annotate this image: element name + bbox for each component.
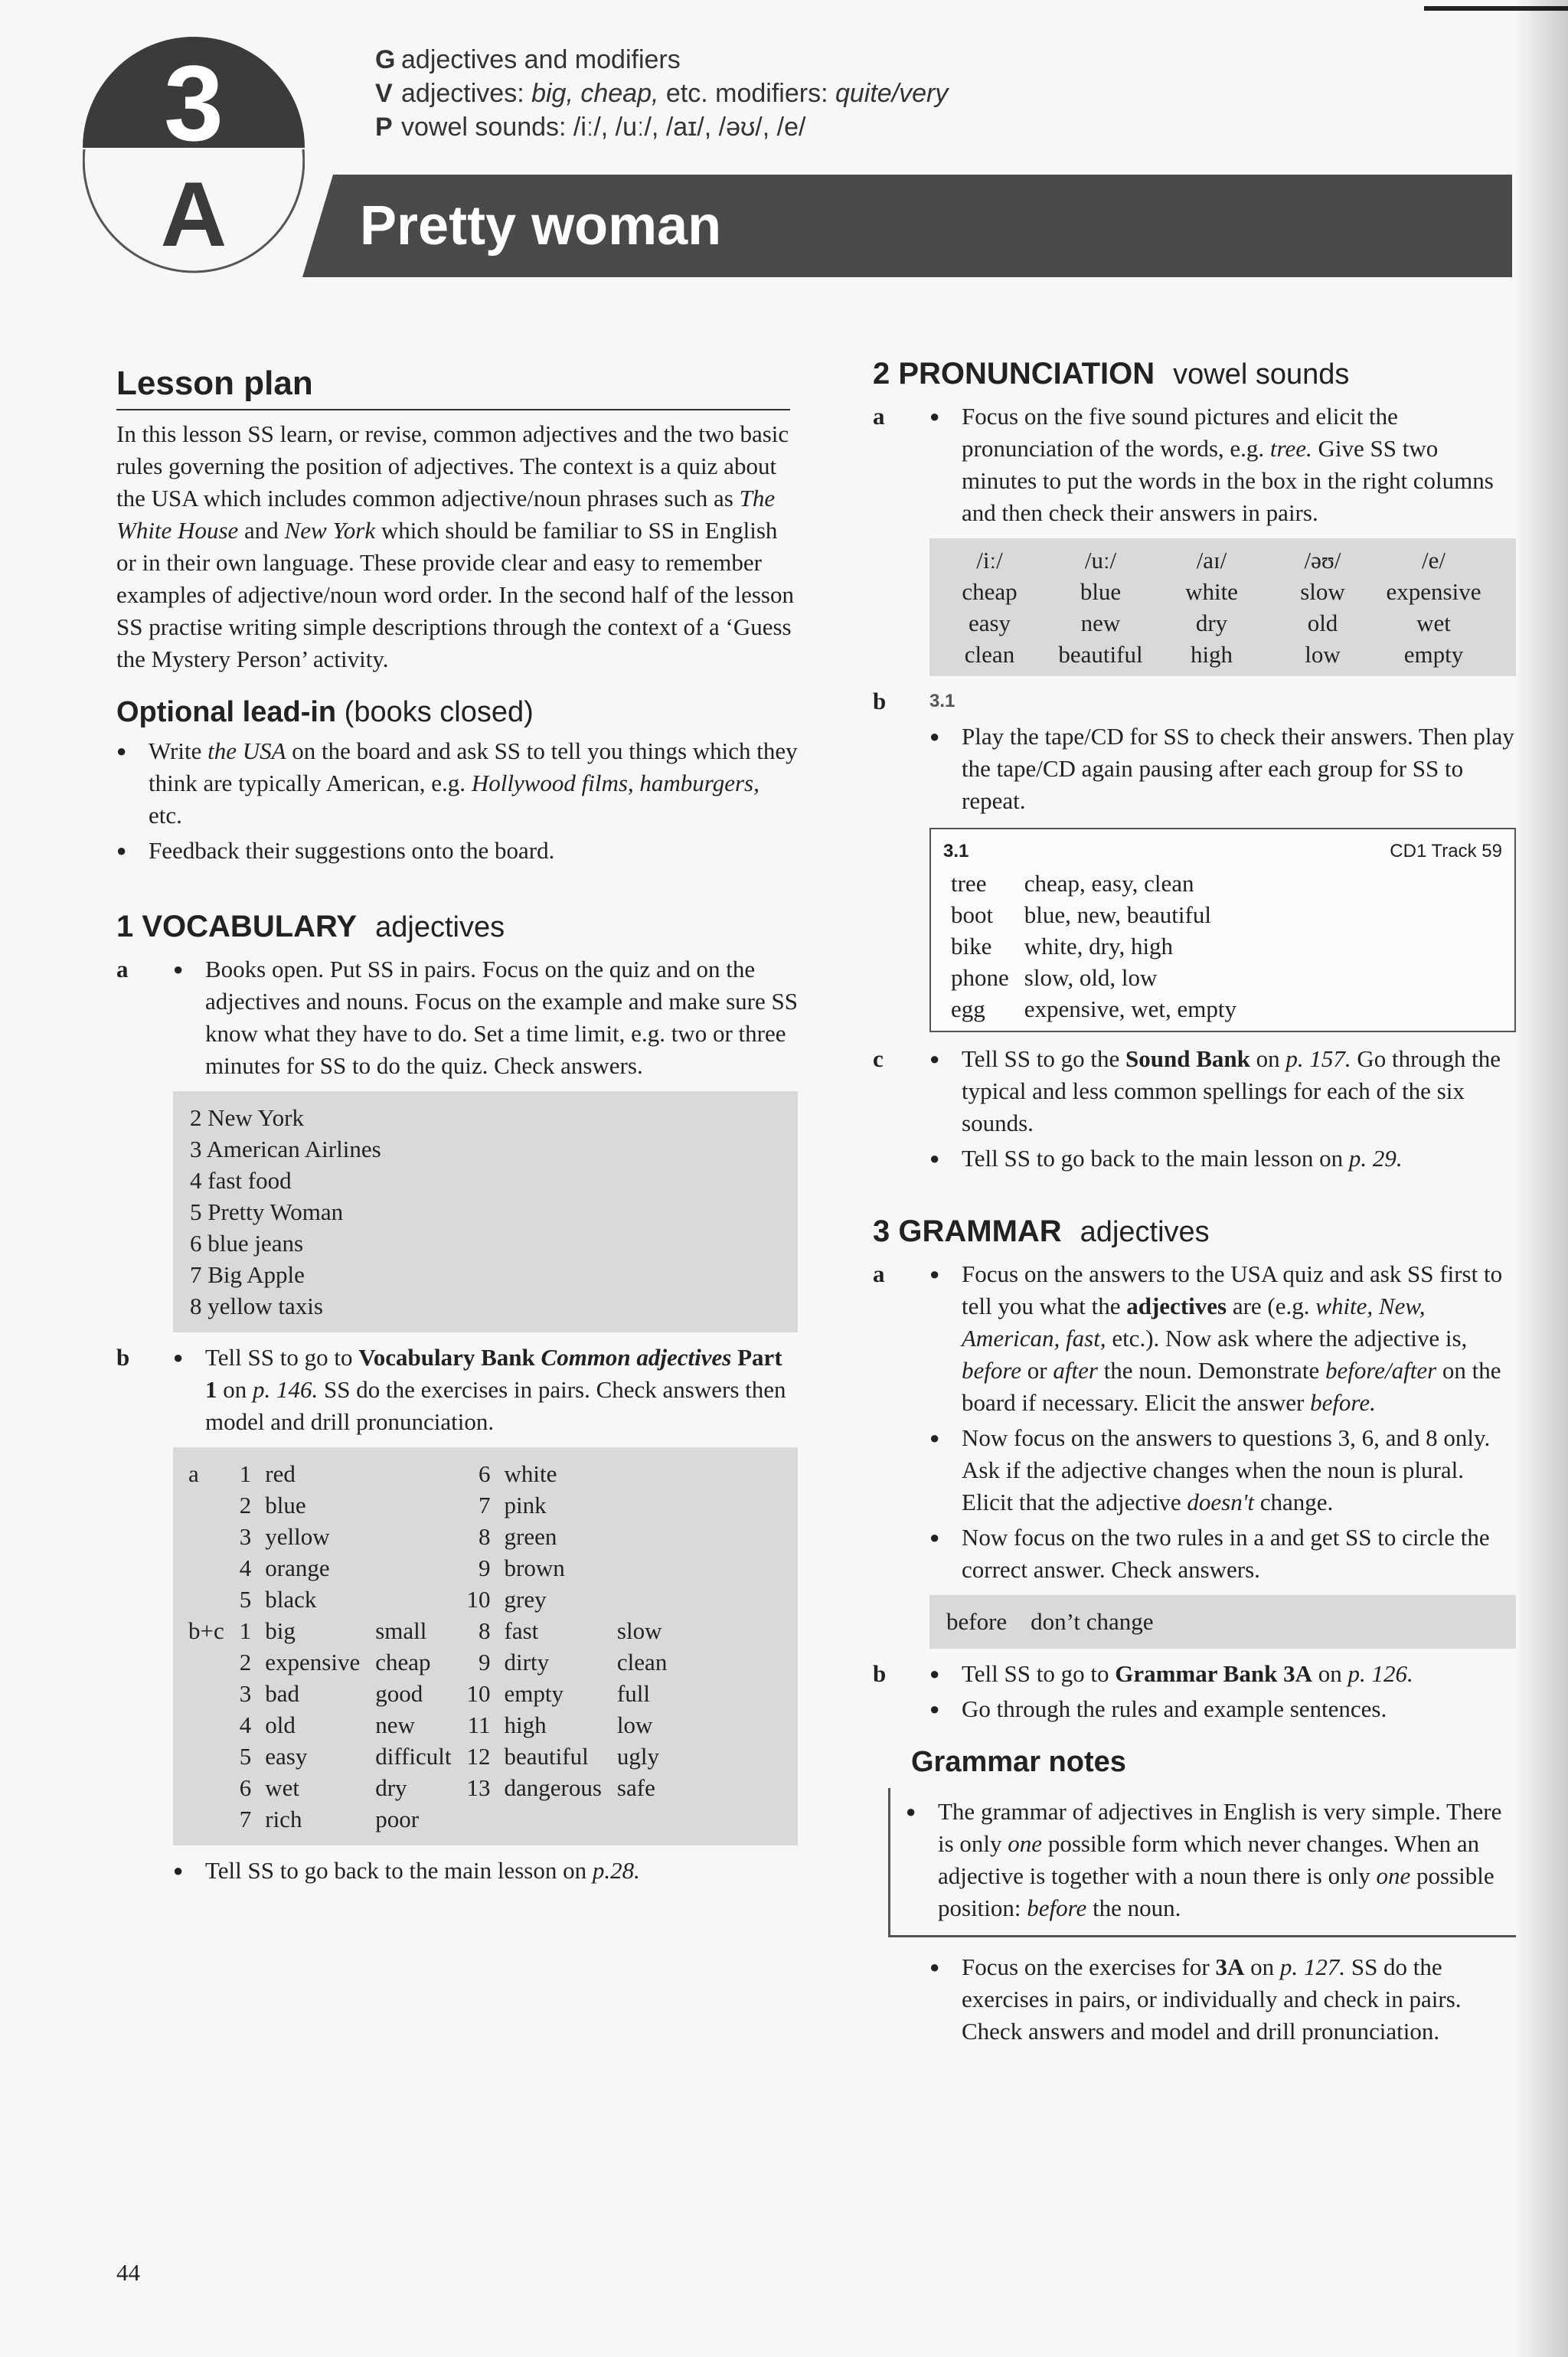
back-to-lesson: ● Tell SS to go back to the main lesson on p.28. — [173, 1855, 798, 1887]
sound-word: tree — [951, 870, 987, 897]
row-label — [181, 1646, 232, 1678]
answer-word: pink — [504, 1492, 547, 1518]
item-number: 2 — [239, 1492, 252, 1518]
answer-opposite: small — [375, 1617, 427, 1644]
vowel-word: easy — [968, 610, 1011, 636]
row-label — [181, 1521, 232, 1552]
vowel-symbol: /uː/ — [1084, 547, 1117, 574]
vowel-word: old — [1307, 610, 1338, 636]
row-label: b+c — [188, 1617, 224, 1644]
item-number: 2 — [239, 1649, 252, 1675]
table-row — [181, 1678, 675, 1709]
quiz-answers-box — [173, 1091, 798, 1332]
table-row — [181, 1709, 675, 1741]
answer-word: red — [265, 1460, 296, 1487]
quiz-answer: 5 Pretty Woman — [190, 1198, 344, 1225]
vocab-bank-table — [181, 1458, 675, 1835]
sound-word: boot — [951, 901, 994, 928]
answer-word: blue — [265, 1492, 306, 1518]
answer-word: orange — [265, 1554, 330, 1581]
vowel-word: slow — [1300, 578, 1345, 605]
table-row — [181, 1803, 675, 1835]
answer-opposite — [609, 1803, 675, 1835]
vocab-step-b: b ● Tell SS to go to Vocabulary Bank Common adjectives Part 1 on p. 146. SS do the exercises in pairs. Check answers then model and drill pronunciation. — [116, 1342, 798, 1438]
item-number: 3 — [239, 1680, 252, 1707]
table-row — [943, 962, 1244, 993]
answer-word: empty — [504, 1680, 564, 1707]
row-label — [181, 1741, 232, 1772]
sound-word: bike — [951, 933, 992, 959]
answer-opposite: dry — [375, 1774, 407, 1801]
sound-group: blue, new, beautiful — [1024, 901, 1211, 928]
table-row — [943, 930, 1244, 962]
vowel-sounds-box — [929, 538, 1516, 676]
answer-word: yellow — [265, 1523, 330, 1550]
row-label — [181, 1489, 232, 1521]
vowel-word: dry — [1195, 610, 1228, 636]
lesson-plan-heading: Lesson plan — [116, 361, 790, 410]
quiz-answer: 3 American Airlines — [190, 1136, 381, 1162]
table-row — [181, 1521, 675, 1552]
item-number: 6 — [479, 1460, 491, 1487]
item-number: 1 — [239, 1617, 252, 1644]
table-row — [943, 993, 1244, 1025]
item-number: 12 — [466, 1743, 491, 1770]
sound-word: phone — [951, 964, 1009, 991]
table-row — [181, 1489, 675, 1521]
table-row — [943, 868, 1244, 899]
grammar-notes-heading: Grammar notes — [911, 1746, 1126, 1778]
table-row — [934, 639, 1489, 670]
item-number: 3 — [239, 1523, 252, 1550]
vowel-table — [934, 544, 1489, 670]
answer-word: big — [265, 1617, 296, 1644]
answer-opposite: difficult — [375, 1743, 452, 1770]
answer-opposite: low — [616, 1711, 653, 1738]
table-row — [181, 1552, 675, 1584]
answer-word: dirty — [504, 1649, 550, 1675]
row-label — [181, 1803, 232, 1835]
sound-group: slow, old, low — [1024, 964, 1158, 991]
row-label: a — [188, 1460, 199, 1487]
final-instruction: ● Focus on the exercises for 3A on p. 127. SS do the exercises in pairs, or individually and check in pairs. Check answers and model and drill pronunciation. — [929, 1951, 1516, 2048]
leadin-heading: Optional lead-in (books closed) — [116, 696, 534, 728]
answer-opposite: good — [375, 1680, 423, 1707]
vowel-word: clean — [964, 641, 1015, 668]
answer-word: easy — [265, 1743, 308, 1770]
pron-line: P vowel sounds: /iː/, /uː/, /aɪ/, /əʊ/, /e/ — [375, 113, 806, 142]
vocab-bank-answers — [173, 1447, 798, 1845]
answer-opposite: slow — [616, 1617, 662, 1644]
quiz-answer: 8 yellow taxis — [190, 1293, 323, 1319]
grammar-line: G adjectives and modifiers — [375, 45, 681, 74]
answer-word: grey — [504, 1586, 547, 1613]
item-number: 5 — [239, 1743, 252, 1770]
pron-step-b: b 3.1 ● Play the tape/CD for SS to check their answers. Then play the tape/CD again pausing after each group for SS to repeat. — [873, 685, 1516, 817]
item-number: 9 — [479, 1649, 491, 1675]
table-row — [181, 1772, 675, 1803]
vowel-word: white — [1185, 578, 1238, 605]
table-row — [934, 576, 1489, 607]
grammar-answer-box: before don’t change — [929, 1595, 1516, 1649]
row-label — [181, 1709, 232, 1741]
grammar-heading: 3 GRAMMAR adjectives — [873, 1214, 1210, 1248]
row-label — [181, 1678, 232, 1709]
answer-word: rich — [265, 1806, 302, 1832]
answer-word: old — [265, 1711, 296, 1738]
item-number: 9 — [479, 1554, 491, 1581]
answer-opposite: full — [616, 1680, 650, 1707]
answer-word: wet — [265, 1774, 300, 1801]
answer-opposite: cheap — [375, 1649, 431, 1675]
item-number: 10 — [466, 1680, 491, 1707]
quiz-answer: 7 Big Apple — [190, 1261, 305, 1288]
vowel-symbol: /iː/ — [976, 547, 1003, 574]
answer-word: high — [504, 1711, 547, 1738]
table-header-row — [934, 544, 1489, 576]
quiz-answer: 4 fast food — [190, 1167, 292, 1194]
page-edge-shadow — [1514, 0, 1568, 2357]
answer-opposite: ugly — [616, 1743, 660, 1770]
quiz-answer: 6 blue jeans — [190, 1230, 304, 1257]
script-table — [943, 868, 1244, 1025]
pronunciation-heading: 2 PRONUNCIATION vowel sounds — [873, 357, 1350, 391]
answer-word: black — [265, 1586, 317, 1613]
item-number: 8 — [479, 1617, 491, 1644]
answer-word: beautiful — [504, 1743, 589, 1770]
answer-word: dangerous — [504, 1774, 602, 1801]
quiz-answer: 2 New York — [190, 1104, 304, 1131]
item-number: 1 — [239, 1460, 252, 1487]
answer-word: brown — [504, 1554, 565, 1581]
answer-opposite: new — [375, 1711, 415, 1738]
item-number: 4 — [239, 1711, 252, 1738]
answer-word: fast — [504, 1617, 539, 1644]
vocab-line: V adjectives: big, cheap, etc. modifiers: quite/very — [375, 79, 949, 108]
leadin-bullet: ● Write the USA on the board and ask SS to tell you things which they think are typically American, e.g. Hollywood films, hamburgers, etc. — [116, 735, 798, 832]
item-number: 10 — [466, 1586, 491, 1613]
lesson-intro: In this lesson SS learn, or revise, common adjectives and the two basic rules governing the position of adjectives. The context is a quiz about the USA which includes common adjective/noun phrases such as The White House and New York which should be familiar to SS in English or in their own language. These provide clear and easy to remember examples of adjective/noun word order. In the second half of the lesson SS practise writing simple descriptions through the context of a ‘Guess the Mystery Person’ activity. — [116, 420, 794, 672]
vowel-word: blue — [1080, 578, 1122, 605]
item-number — [459, 1803, 497, 1835]
grammar-step-b: b ● Tell SS to go to Grammar Bank 3A on p. 126. ● Go through the rules and example sentences. — [873, 1658, 1516, 1725]
leadin-bullet: ● Feedback their suggestions onto the board. — [116, 835, 798, 867]
answer-word: green — [504, 1523, 557, 1550]
table-row — [943, 899, 1244, 930]
right-column — [873, 352, 1516, 2051]
item-number: 8 — [479, 1523, 491, 1550]
grammar-step-a: a ● Focus on the answers to the USA quiz and ask SS first to tell you what the adjectives are (e.g. white, New, American, fast, etc.). Now ask where the adjective is, before or after the noun. Demonstrate before/after on the board if necessary. Elicit the answer before. ● Now focus on the answers to questions 3, 6, and 8 only. Ask if the adjective changes when the noun is plural. Elicit that the adjective doesn't change. ● Now focus on the two rules in a and get SS to circle the correct answer. Check answers. — [873, 1258, 1516, 1586]
vocabulary-heading: 1 VOCABULARY adjectives — [116, 910, 505, 943]
answer-word: bad — [265, 1680, 300, 1707]
answer-word: white — [504, 1460, 557, 1487]
pron-step-a: a ● Focus on the five sound pictures and elicit the pronunciation of the words, e.g. tree. Give SS two minutes to put the words in the box in the right columns and then check their answers in pairs. — [873, 400, 1516, 529]
table-row — [181, 1646, 675, 1678]
item-number: 7 — [239, 1806, 252, 1832]
page-title: Pretty woman — [360, 195, 722, 257]
vowel-word: cheap — [962, 578, 1018, 605]
grammar-notes-box: ● The grammar of adjectives in English is very simple. There is only one possible form which never changes. When an adjective is together with a noun there is only one possible position: before the noun. — [888, 1788, 1516, 1937]
item-number: 4 — [239, 1554, 252, 1581]
table-row — [181, 1741, 675, 1772]
vowel-symbol: /əʊ/ — [1304, 547, 1341, 574]
vowel-word: high — [1190, 641, 1233, 668]
cd-track: CD1 Track 59 — [1390, 841, 1502, 861]
vowel-symbol: /e/ — [1422, 547, 1446, 574]
page-number: 44 — [116, 2259, 140, 2286]
vowel-symbol: /aɪ/ — [1196, 547, 1227, 574]
track-label: 3.1 — [929, 691, 956, 711]
item-number: 6 — [239, 1774, 252, 1801]
vowel-word: low — [1305, 641, 1341, 668]
item-number: 5 — [239, 1586, 252, 1613]
vowel-word: expensive — [1386, 578, 1481, 605]
item-number: 13 — [466, 1774, 491, 1801]
row-label — [181, 1584, 232, 1615]
sound-group: white, dry, high — [1024, 933, 1174, 959]
unit-number: 3 — [164, 43, 224, 163]
unit-letter: A — [160, 163, 227, 266]
answer-word — [497, 1803, 609, 1835]
audio-script-box — [929, 828, 1516, 1032]
sound-group: expensive, wet, empty — [1024, 995, 1236, 1022]
sound-group: cheap, easy, clean — [1024, 870, 1194, 897]
left-column — [116, 361, 798, 1890]
vowel-word: new — [1080, 610, 1121, 636]
table-row — [934, 607, 1489, 639]
item-number: 11 — [467, 1711, 491, 1738]
vowel-word: empty — [1403, 641, 1464, 668]
table-row — [181, 1458, 675, 1489]
answer-opposite: poor — [375, 1806, 420, 1832]
script-label: 3.1 — [943, 841, 969, 861]
row-label — [181, 1772, 232, 1803]
row-label — [181, 1552, 232, 1584]
vocab-step-a: a ● Books open. Put SS in pairs. Focus on the quiz and on the adjectives and nouns. Focus on the example and make sure SS know what they have to do. Set a time limit, e.g. two or three minutes for SS to do the quiz. Check answers. — [116, 953, 798, 1082]
vowel-word: beautiful — [1058, 641, 1143, 668]
table-row — [181, 1584, 675, 1615]
answer-opposite: clean — [616, 1649, 668, 1675]
item-number: 7 — [479, 1492, 491, 1518]
sound-word: egg — [951, 995, 985, 1022]
vowel-word: wet — [1416, 610, 1451, 636]
answer-opposite: safe — [616, 1774, 655, 1801]
table-row — [181, 1615, 675, 1646]
answer-word: expensive — [265, 1649, 361, 1675]
pron-step-c: c ● Tell SS to go the Sound Bank on p. 157. Go through the typical and less common spellings for each of the six sounds. ● Tell SS to go back to the main lesson on p. 29. — [873, 1043, 1516, 1175]
